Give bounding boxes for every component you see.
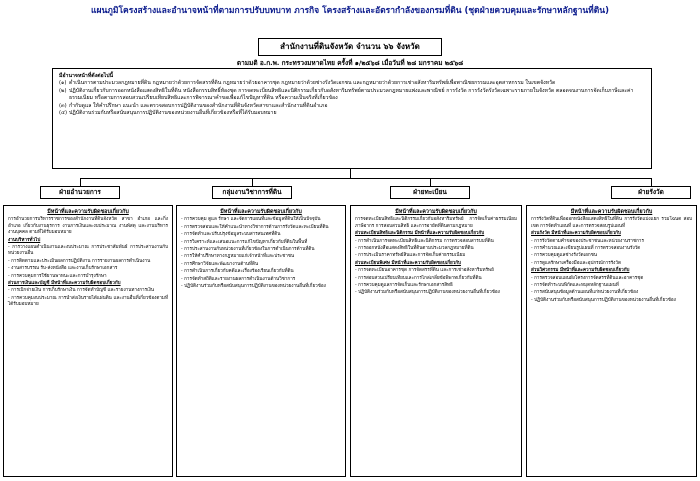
duty-paragraph: การอำนวยการบริหารราชการของสำนักงานที่ดินจังหวัด สาขา อำเภอ และกิ่งอำเภอ เกี่ยวกับงานธุรการ งานการเงินและงบประมาณ งานพัสดุ และงานบริหารงานบุคคล ตามที่ได้รับมอบหมาย <box>8 217 168 236</box>
department-duties-survey <box>526 205 697 477</box>
duty-paragraph: - การควบคุมการใช้ยานพาหนะและการบำรุงรักษา <box>8 273 107 279</box>
office-duties-box <box>52 68 652 169</box>
duty-paragraph: - ปฏิบัติงานร่วมกับหรือสนับสนุนการปฏิบัติงานของหน่วยงานอื่นที่เกี่ยวข้อง <box>531 297 676 303</box>
connector-drop <box>252 178 253 186</box>
duty-paragraph: - การประเมินราคาทรัพย์สินและการจัดเก็บค่าธรรมเนียม <box>355 253 466 259</box>
duty-paragraph: - การดำเนินการจดทะเบียนสิทธิและนิติกรรม การตรวจสอบสารบบที่ดิน <box>355 238 494 244</box>
duty-paragraph: - การจัดทำและปรับปรุงข้อมูลระบบสารสนเทศที่ดิน <box>181 232 281 238</box>
duty-number: (๑) <box>59 80 67 87</box>
department-duties-administration <box>3 205 173 477</box>
section-heading: ส่วนรังวัด มีหน้าที่และความรับผิดชอบเกี่ยวกับ <box>531 231 621 237</box>
duty-paragraph: - การวางแผนดำเนินงานและงบประมาณ การประชาสัมพันธ์ การประสานงานกับหน่วยงานอื่น <box>8 245 168 257</box>
duty-item <box>59 80 645 87</box>
duty-paragraph: - การเบิกจ่ายเงิน การเก็บรักษาเงิน การจัดทำบัญชี และรายงานทางการเงิน <box>8 288 155 294</box>
connector-horizontal <box>80 178 651 179</box>
connector-drop <box>80 178 81 186</box>
duty-text: ปฏิบัติงานร่วมกับหรือสนับสนุนการปฏิบัติงานของหน่วยงานอื่นที่เกี่ยวข้องหรือที่ได้รับมอบหมาย <box>69 110 277 117</box>
duty-paragraph: - การดำเนินการเกี่ยวกับคดีและเรื่องร้องเรียนเกี่ยวกับที่ดิน <box>181 269 294 275</box>
duty-number: (๔) <box>59 110 67 117</box>
duty-text: ดำเนินการตามประมวลกฎหมายที่ดิน กฎหมายว่าด้วยการจัดสรรที่ดิน กฎหมายว่าด้วยอาคารชุด กฎหมายว่าด้วยช่างรังวัดเอกชน และกฎหมายว่าด้วยการเช่าอสังหาริมทรัพย์เพื่อพาณิชยกรรมและอุตสาหกรรม ในเขตจังหวัด <box>69 80 556 87</box>
reference-line: ตามมติ อ.ก.พ. กระทรวงมหาดไทย ครั้งที่ ๑/๒๕๖๘ เมื่อวันที่ ๒๘ มกราคม ๒๕๖๘ <box>236 59 464 67</box>
duty-paragraph: - การคำนวณและเขียนรูปแผนที่ การตรวจสอบงานรังวัด <box>531 246 641 252</box>
duty-number: (๓) <box>59 102 67 109</box>
duty-paragraph: - การติดตามและประเมินผลการปฏิบัติงาน การรายงานผลการดำเนินงาน <box>8 258 151 264</box>
duties-subheading: มีหน้าที่และความรับผิดชอบเกี่ยวกับ <box>395 209 477 215</box>
duty-text: กำกับดูแล ให้คำปรึกษา แนะนำ และตรวจสอบการปฏิบัติงานของสำนักงานที่ดินจังหวัดสาขาและสำนักงานที่ดินอำเภอ <box>69 102 328 109</box>
duty-item <box>59 88 645 103</box>
duty-paragraph: - การจัดทำระบบพิกัดและหมุดหลักฐานแผนที่ <box>531 283 619 289</box>
department-duties-technical <box>176 205 346 477</box>
section-heading: ส่วนทะเบียนพิเศษ มีหน้าที่และความรับผิดชอบเกี่ยวกับ <box>355 260 461 266</box>
office-title-box: สำนักงานที่ดินจังหวัด จำนวน ๖๖ จังหวัด <box>258 38 442 56</box>
duties-subheading: มีหน้าที่และความรับผิดชอบเกี่ยวกับ <box>47 209 129 215</box>
duty-paragraph: - การวิเคราะห์และเสนอแนะการแก้ไขปัญหาเกี่ยวกับที่ดินในพื้นที่ <box>181 239 308 245</box>
duty-paragraph: - การตรวจสอบและให้คำแนะนำทางวิชาการด้านการรังวัดและทะเบียนที่ดิน <box>181 224 329 230</box>
duty-paragraph: - การออกหนังสือแสดงสิทธิในที่ดินตามประมวลกฎหมายที่ดิน <box>355 246 474 252</box>
department-header-survey: ฝ่ายรังวัด <box>611 186 691 199</box>
duty-paragraph: - การให้คำปรึกษาทางกฎหมายแก่เจ้าหน้าที่และประชาชน <box>181 254 295 260</box>
duty-item <box>59 110 645 117</box>
department-duties-registration <box>350 205 522 477</box>
duty-paragraph: - การจัดทำสถิติและรายงานผลการดำเนินงานด้านวิชาการ <box>181 276 296 282</box>
section-heading: ส่วนการเงินและบัญชี มีหน้าที่และความรับผิดชอบเกี่ยวกับ <box>8 281 121 287</box>
duties-subheading: มีหน้าที่และความรับผิดชอบเกี่ยวกับ <box>570 209 653 215</box>
chart-main-title: แผนภูมิโครงสร้างและอำนาจหน้าที่ตามการปรับบทบาท ภารกิจ โครงสร้างและอัตรากำลังของกรมที่ดิน (ชุดฝ่ายควบคุมและรักษาหลักฐานที่ดิน) <box>91 6 609 16</box>
duty-paragraph: - การประสานงานกับหน่วยงานที่เกี่ยวข้องในการดำเนินการด้านที่ดิน <box>181 247 315 253</box>
duty-paragraph: การจดทะเบียนสิทธิและนิติกรรมเกี่ยวกับอสังหาริมทรัพย์ การจัดเก็บค่าธรรมเนียม ภาษีอากร การสอบสวนสิทธิ และการอายัดที่ดินตามกฎหมาย <box>355 217 517 229</box>
department-header-administration: ฝ่ายอำนวยการ <box>40 186 120 199</box>
duty-paragraph: - ปฏิบัติงานร่วมกับหรือสนับสนุนการปฏิบัติงานของหน่วยงานอื่นที่เกี่ยวข้อง <box>355 290 500 296</box>
duty-paragraph: - การดูแลรักษาเครื่องมือและอุปกรณ์การรังวัด <box>531 260 621 266</box>
department-header-technical: กลุ่มงานวิชาการที่ดิน <box>212 186 292 199</box>
duty-text: ปฏิบัติงานเกี่ยวกับการออกหนังสือแสดงสิทธิในที่ดิน หนังสือกรรมสิทธิ์ห้องชุด การจดทะเบียนสิทธิและนิติกรรมเกี่ยวกับอสังหาริมทรัพย์ตามประมวลกฎหมายแพ่งและพาณิชย์ การรังวัด การรังวัดรังวัดเฉพาะรายภายในจังหวัด ตลอดจนงานการจัดเก็บภาษีและค่าธรรมเนียม หรือตามการสอบสวนเปรียบเทียบสิทธิและการพิจารณาคำขอเพื่อแก้ไขปัญหาที่ดิน หรือความเป็นจริงที่เกี่ยวข้อง <box>69 87 634 102</box>
duty-paragraph: การรังวัดที่ดินเพื่อออกหนังสือแสดงสิทธิในที่ดิน การรังวัดแบ่งแยก รวมโฉนด สอบเขต การจัดทำแผนที่ และการตรวจสอบรูปแผนที่ <box>531 217 692 229</box>
department-header-registration: ฝ่ายทะเบียน <box>390 186 470 199</box>
duty-item <box>59 103 645 110</box>
duty-paragraph: - การควบคุมงบประมาณ การนำส่งเงินรายได้แผ่นดิน และงานอื่นที่เกี่ยวข้องตามที่ได้รับมอบหมาย <box>8 295 168 308</box>
duties-heading: มีอำนาจหน้าที่ดังต่อไปนี้ <box>59 73 114 79</box>
duty-number: (๒) <box>59 87 67 94</box>
duty-paragraph: - การตรวจสอบแผนผังโครงการจัดสรรที่ดินและอาคารชุด <box>531 275 644 281</box>
duty-paragraph: - งานสารบรรณ รับ-ส่งหนังสือ และงานเก็บรักษาเอกสาร <box>8 266 118 272</box>
duty-paragraph: - การควบคุมดูแลการจัดเก็บและรักษาเอกสารสิทธิ <box>355 283 453 289</box>
section-heading: งานบริหารทั่วไป <box>8 237 41 243</box>
duty-paragraph: - การศึกษาวิจัยและพัฒนางานด้านที่ดิน <box>181 261 259 267</box>
section-heading: ส่วนทะเบียนสิทธิและนิติกรรม มีหน้าที่และความรับผิดชอบเกี่ยวกับ <box>355 231 485 237</box>
connector-drop <box>430 178 431 186</box>
duty-paragraph: - การสอบสวนเปรียบเทียบและการไกล่เกลี่ยข้อพิพาทเกี่ยวกับที่ดิน <box>355 275 482 281</box>
duty-paragraph: - การจดทะเบียนอาคารชุด การจัดสรรที่ดิน และการเช่าอสังหาริมทรัพย์ <box>355 268 494 274</box>
duty-paragraph: - ปฏิบัติงานร่วมกับหรือสนับสนุนการปฏิบัติงานของหน่วยงานอื่นที่เกี่ยวข้อง <box>181 284 326 290</box>
duty-paragraph: - การควบคุม ดูแล รักษา และจัดการแผนที่และข้อมูลที่ดินให้เป็นปัจจุบัน <box>181 217 321 223</box>
duty-paragraph: - การสนับสนุนข้อมูลด้านแผนที่แก่หน่วยงานที่เกี่ยวข้อง <box>531 290 639 296</box>
section-heading: ส่วนวิศวกรรม มีหน้าที่และความรับผิดชอบเกี่ยวกับ <box>531 268 630 274</box>
duty-paragraph: - การควบคุมดูแลช่างรังวัดเอกชน <box>531 253 597 259</box>
duty-paragraph: - การรังวัดตามคำขอของประชาชนและหน่วยงานราชการ <box>531 238 644 244</box>
connector-drop <box>651 178 652 186</box>
duties-subheading: มีหน้าที่และความรับผิดชอบเกี่ยวกับ <box>220 209 302 215</box>
connector-vertical-main <box>350 169 351 178</box>
